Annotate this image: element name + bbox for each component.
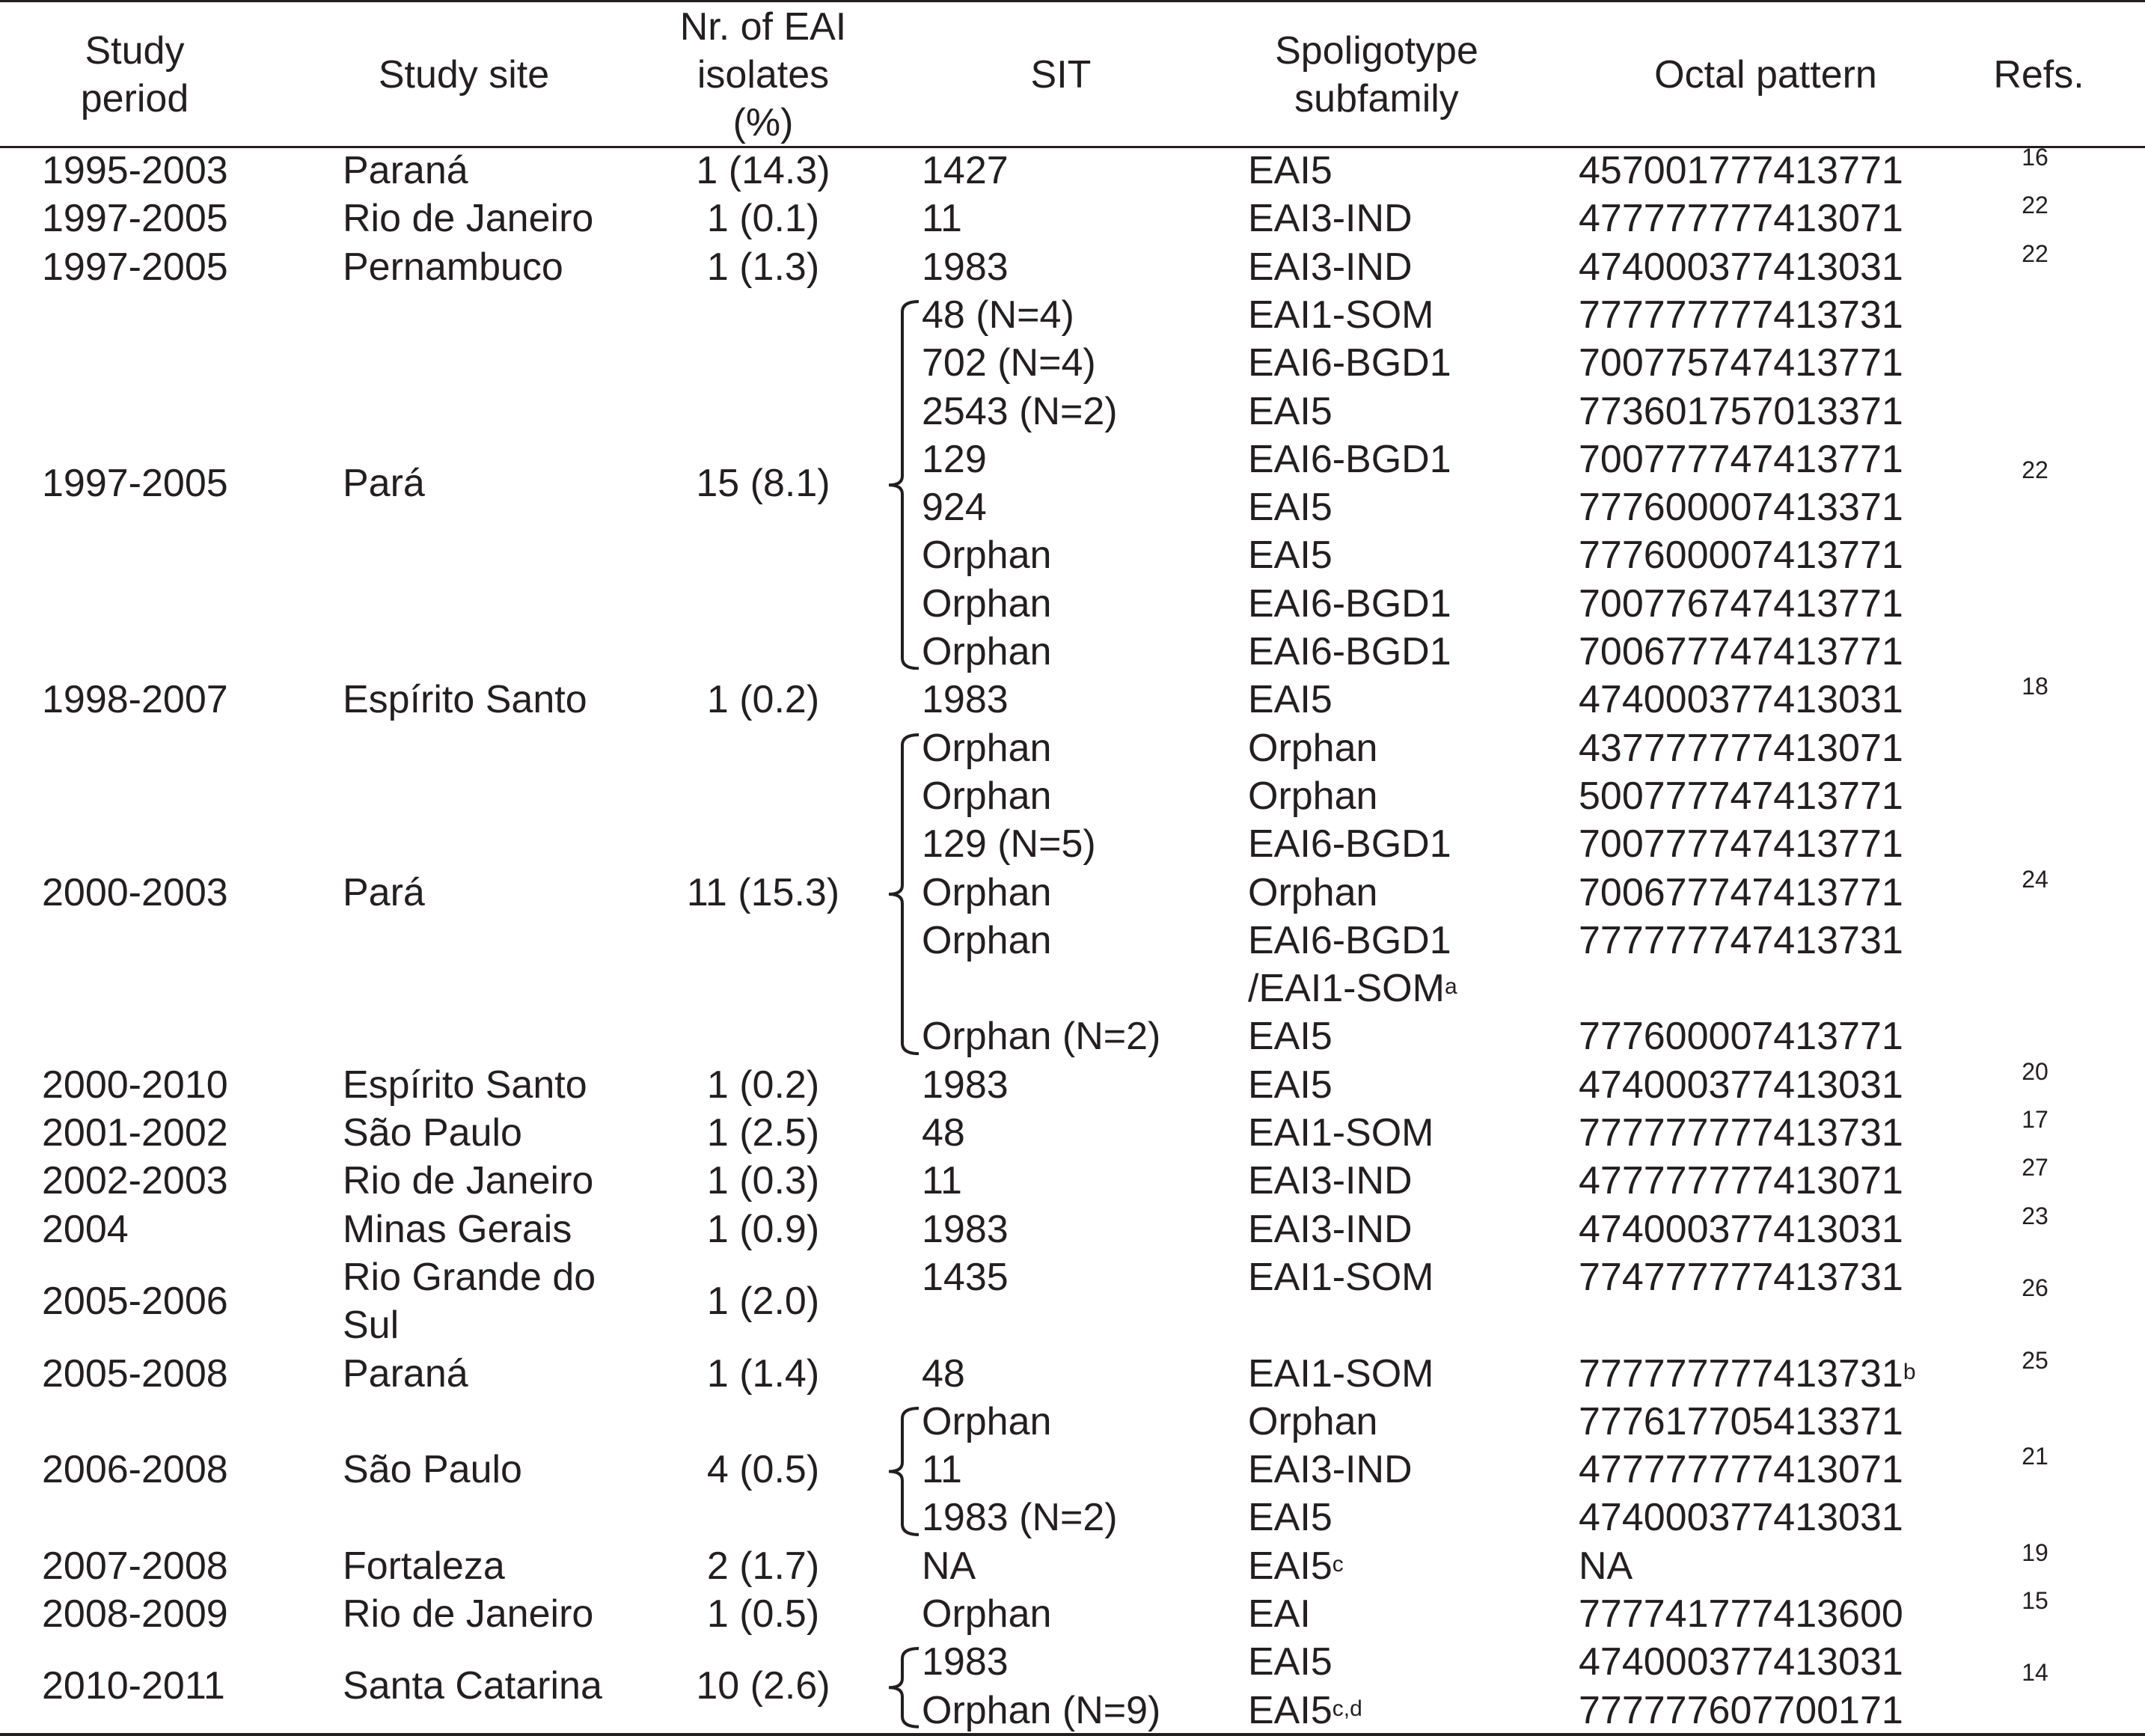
row-site: São Paulo <box>343 1448 522 1492</box>
entry-subfamily <box>1248 676 1332 724</box>
entry-sit: 48 <box>922 1351 965 1396</box>
entry-subfamily-text: EAI6-BGD1 <box>1248 918 1451 962</box>
entry-octal <box>1579 243 1903 291</box>
entry-subfamily-text: EAI <box>1248 1592 1311 1636</box>
entry-octal-text: 457001777413771 <box>1579 149 1903 192</box>
entry-subfamily <box>1248 339 1451 387</box>
entry-subfamily <box>1248 1494 1332 1541</box>
entry-sit: 11 <box>922 197 962 241</box>
entry-octal-text: 477777777413071 <box>1579 197 1903 241</box>
entry-subfamily <box>1248 820 1451 868</box>
entry-octal-text: 777777747413731 <box>1579 918 1903 962</box>
entry-octal-text: 474000377413031 <box>1579 1207 1903 1251</box>
entry-sit: Orphan <box>922 870 1052 914</box>
row-site: Fortaleza <box>343 1544 505 1588</box>
row-isolates: 10 (2.6) <box>696 1664 830 1708</box>
row-isolates: 1 (0.2) <box>706 678 820 722</box>
top-rule <box>0 0 2145 2</box>
entry-subfamily <box>1248 1542 1344 1590</box>
entry-sit: Orphan <box>922 630 1052 673</box>
entry-octal <box>1579 1350 1916 1398</box>
entry-octal <box>1579 339 1903 387</box>
header-isolates-line: isolates <box>697 53 830 97</box>
entry-octal-text: 500777747413771 <box>1579 774 1903 818</box>
row-ref: 16 <box>2022 144 2048 171</box>
entry-subfamily-text: EAI5 <box>1248 1544 1332 1588</box>
entry-sit: 1983 <box>922 678 1009 722</box>
row-isolates: 11 (15.3) <box>686 870 840 914</box>
row-isolates: 1 (14.3) <box>696 149 830 192</box>
entry-octal-text: 700776747413771 <box>1579 581 1903 626</box>
row-period: 1998-2007 <box>42 678 228 722</box>
entry-sit: 129 (N=5) <box>922 822 1096 867</box>
entry-subfamily-text: EAI1-SOM <box>1248 1351 1434 1396</box>
entry-subfamily-text: EAI1-SOM <box>1248 1255 1434 1299</box>
row-ref: 15 <box>2022 1587 2048 1614</box>
row-period: 2001-2002 <box>42 1111 228 1155</box>
row-site: Rio Grande do Sul <box>343 1255 596 1347</box>
row-period: 2010-2011 <box>42 1664 225 1708</box>
entry-octal-text: 474000377413031 <box>1579 245 1903 289</box>
row-ref: 25 <box>2022 1346 2048 1374</box>
entry-subfamily-text: EAI5 <box>1248 1015 1332 1059</box>
entry-octal <box>1579 676 1903 724</box>
row-ref: 27 <box>2022 1154 2048 1182</box>
row-period: 2007-2008 <box>42 1544 228 1588</box>
row-isolates: 1 (2.5) <box>706 1111 820 1155</box>
entry-subfamily-text: EAI3-IND <box>1248 1207 1413 1251</box>
entry-subfamily-text: Orphan <box>1248 726 1378 770</box>
entry-subfamily-text: EAI6-BGD1 <box>1248 822 1451 867</box>
row-isolates: 1 (0.3) <box>706 1159 820 1203</box>
entry-subfamily-text: EAI3-IND <box>1248 245 1413 289</box>
entry-subfamily <box>1248 772 1377 820</box>
entry-octal <box>1579 1446 1903 1494</box>
entry-octal <box>1579 1205 1903 1253</box>
row-ref: 17 <box>2022 1106 2048 1133</box>
row-site: Espírito Santo <box>343 678 587 722</box>
entry-octal-text: 474000377413031 <box>1579 1496 1903 1540</box>
entry-sit: 924 <box>922 486 987 530</box>
entry-sit: 1983 <box>922 245 1009 289</box>
row-ref: 23 <box>2022 1202 2048 1229</box>
header-sit <box>1031 51 1092 99</box>
row-site: Rio de Janeiro <box>343 1592 594 1636</box>
entry-octal-text: 777600007413771 <box>1579 534 1903 578</box>
row-site: Pará <box>343 461 425 505</box>
row-isolates: 15 (8.1) <box>696 461 830 505</box>
row-isolates: 1 (0.5) <box>706 1592 820 1636</box>
row-isolates: 1 (1.4) <box>706 1351 820 1396</box>
entry-sit: Orphan <box>922 726 1052 770</box>
entry-sit: 48 (N=4) <box>922 293 1074 337</box>
entry-octal <box>1579 1542 1633 1590</box>
entry-sit: Orphan <box>922 581 1052 626</box>
entry-octal-text: 437777777413071 <box>1579 726 1903 770</box>
entry-octal <box>1579 917 1903 965</box>
entry-octal-text: 774777777413731 <box>1579 1255 1903 1299</box>
row-period: 2000-2010 <box>42 1063 228 1107</box>
entry-sit: 129 <box>922 437 987 481</box>
entry-octal-text: 777741777413600 <box>1579 1592 1903 1636</box>
entry-sit: 702 (N=4) <box>922 341 1096 385</box>
entry-octal-text: 777777777413731 <box>1579 1111 1903 1155</box>
entry-octal-text: NA <box>1579 1544 1633 1588</box>
entry-subfamily-text: EAI1-SOM <box>1248 293 1434 337</box>
row-site: Espírito Santo <box>343 1063 587 1107</box>
entry-sit: 2543 (N=2) <box>922 389 1118 433</box>
entry-octal-text: 700777747413771 <box>1579 437 1903 481</box>
entry-subfamily-text: EAI5 <box>1248 1063 1332 1107</box>
entry-subfamily <box>1248 1398 1377 1446</box>
row-isolates: 1 (0.9) <box>706 1207 820 1251</box>
header-isolates-line: (%) <box>732 101 794 144</box>
entry-octal <box>1579 724 1903 772</box>
entry-sit: Orphan (N=2) <box>922 1015 1161 1059</box>
entry-subfamily <box>1248 1350 1434 1398</box>
entry-subfamily <box>1248 917 1451 965</box>
row-isolates: 1 (1.3) <box>706 245 820 289</box>
header-refs <box>1993 51 2084 99</box>
row-period: 2005-2008 <box>42 1351 228 1396</box>
entry-sit: 11 <box>922 1159 962 1203</box>
entry-octal-text: 700677747413771 <box>1579 630 1903 673</box>
header-subfamily <box>1275 27 1478 123</box>
entry-subfamily <box>1248 1687 1362 1735</box>
entry-subfamily <box>1248 388 1332 435</box>
entry-subfamily <box>1248 1446 1413 1494</box>
entry-subfamily-text: EAI5 <box>1248 486 1332 530</box>
row-period: 2000-2003 <box>42 870 228 914</box>
row-period: 2002-2003 <box>42 1159 228 1203</box>
entry-octal <box>1579 291 1903 339</box>
row-site: Rio de Janeiro <box>343 1159 594 1203</box>
row-ref: 21 <box>2022 1443 2048 1470</box>
entry-octal <box>1579 1590 1903 1638</box>
entry-subfamily <box>1248 1061 1332 1109</box>
entry-octal <box>1579 1398 1903 1446</box>
entry-sit: Orphan (N=9) <box>922 1688 1161 1732</box>
entry-subfamily <box>1248 1109 1434 1157</box>
row-ref: 22 <box>2022 456 2048 483</box>
entry-subfamily-text: Orphan <box>1248 870 1378 914</box>
entry-octal-text: 474000377413031 <box>1579 1640 1903 1684</box>
row-period: 2004 <box>42 1207 129 1251</box>
entry-subfamily-text: EAI5 <box>1248 1688 1332 1732</box>
row-period: 2008-2009 <box>42 1592 228 1636</box>
header-isolates-line: Nr. of EAI <box>679 5 847 49</box>
entry-octal <box>1579 388 1903 435</box>
entry-subfamily <box>1248 1590 1311 1638</box>
row-period: 1997-2005 <box>42 245 228 289</box>
header-sit-line: SIT <box>1030 53 1092 97</box>
row-ref: 14 <box>2022 1659 2048 1687</box>
entry-subfamily <box>1248 435 1451 483</box>
entry-subfamily-continued-text: /EAI1-SOM <box>1248 967 1445 1011</box>
entry-subfamily-text: Orphan <box>1248 774 1378 818</box>
entry-octal <box>1579 1253 1903 1301</box>
entry-octal-text: 777777607700171 <box>1579 1688 1903 1732</box>
entry-octal <box>1579 628 1903 676</box>
entry-octal <box>1579 820 1903 868</box>
footnote-mark: b <box>1903 1359 1916 1384</box>
row-ref: 22 <box>2022 239 2048 267</box>
entry-subfamily <box>1248 1638 1332 1686</box>
header-octal <box>1654 51 1877 99</box>
entry-subfamily-text: EAI6-BGD1 <box>1248 581 1451 626</box>
entry-subfamily <box>1248 243 1413 291</box>
header-refs-line: Refs. <box>1993 53 2084 97</box>
entry-octal-text: 773601757013371 <box>1579 389 1903 433</box>
entry-octal-text: 777777777413731 <box>1579 293 1903 337</box>
row-site: Paraná <box>343 1351 468 1396</box>
entry-sit: 1435 <box>922 1255 1009 1299</box>
row-period: 2005-2006 <box>42 1280 228 1324</box>
header-isolates <box>680 3 847 147</box>
entry-octal-text: 700677747413771 <box>1579 870 1903 914</box>
header-subfamily-line: Spoligotype <box>1275 29 1478 73</box>
entry-sit: Orphan <box>922 1592 1052 1636</box>
entry-sit: Orphan <box>922 918 1052 962</box>
entry-sit: 1983 (N=2) <box>922 1496 1118 1540</box>
row-ref: 18 <box>2022 673 2048 700</box>
entry-subfamily-text: EAI5 <box>1248 1640 1332 1684</box>
entry-subfamily <box>1248 580 1451 628</box>
entry-octal <box>1579 1109 1903 1157</box>
entry-octal <box>1579 1638 1903 1686</box>
entry-subfamily-text: EAI5 <box>1248 678 1332 722</box>
row-isolates: 2 (1.7) <box>706 1544 820 1588</box>
entry-subfamily <box>1248 1253 1434 1301</box>
entry-subfamily-text: EAI6-BGD1 <box>1248 437 1451 481</box>
row-ref: 24 <box>2022 865 2048 893</box>
row-isolates: 1 (2.0) <box>706 1280 820 1324</box>
row-site: Paraná <box>343 149 468 192</box>
header-site <box>379 51 549 99</box>
row-ref: 20 <box>2022 1057 2048 1085</box>
entry-subfamily <box>1248 291 1434 339</box>
group-brace <box>875 300 920 670</box>
entry-octal <box>1579 435 1903 483</box>
row-isolates: 4 (0.5) <box>706 1448 820 1492</box>
row-site: Pará <box>343 870 425 914</box>
entry-octal-text: 474000377413031 <box>1579 678 1903 722</box>
row-ref: 22 <box>2022 192 2048 219</box>
entry-octal <box>1579 772 1903 820</box>
entry-octal-text: 777600007413371 <box>1579 486 1903 530</box>
entry-subfamily-text: EAI3-IND <box>1248 197 1413 241</box>
entry-octal-text: 477777777413071 <box>1579 1159 1903 1203</box>
entry-octal-text: 700777747413771 <box>1579 822 1903 867</box>
entry-octal <box>1579 195 1903 242</box>
entry-subfamily <box>1248 628 1451 676</box>
header-period <box>81 27 189 123</box>
entry-subfamily-text: EAI5 <box>1248 389 1332 433</box>
row-period: 2006-2008 <box>42 1448 228 1492</box>
entry-octal-text: 700775747413771 <box>1579 341 1903 385</box>
entry-subfamily-text: EAI5 <box>1248 149 1332 192</box>
entry-sit: 1983 <box>922 1207 1009 1251</box>
row-isolates: 1 (0.2) <box>706 1063 820 1107</box>
entry-subfamily-text: Orphan <box>1248 1399 1378 1443</box>
entry-sit: 48 <box>922 1111 965 1155</box>
entry-subfamily-text: EAI3-IND <box>1248 1159 1413 1203</box>
entry-octal-text: 477777777413071 <box>1579 1448 1903 1492</box>
row-site: Pernambuco <box>343 245 563 289</box>
entry-subfamily-text: EAI5 <box>1248 1496 1332 1540</box>
entry-subfamily <box>1248 195 1413 242</box>
entry-octal <box>1579 531 1903 579</box>
entry-sit: 1983 <box>922 1640 1009 1684</box>
entry-octal-text: 777600007413771 <box>1579 1015 1903 1059</box>
entry-subfamily <box>1248 869 1377 917</box>
entry-subfamily <box>1248 1012 1332 1060</box>
row-period: 1995-2003 <box>42 149 228 192</box>
entry-octal-text: 474000377413031 <box>1579 1063 1903 1107</box>
entry-octal <box>1579 483 1903 531</box>
entry-sit: NA <box>922 1544 976 1588</box>
entry-subfamily-text: EAI3-IND <box>1248 1448 1413 1492</box>
header-subfamily-line: subfamily <box>1294 77 1459 120</box>
group-brace <box>875 1647 920 1729</box>
entry-sit: Orphan <box>922 774 1052 818</box>
entry-octal <box>1579 869 1903 917</box>
entry-subfamily-text: EAI6-BGD1 <box>1248 630 1451 673</box>
row-site: Minas Gerais <box>343 1207 572 1251</box>
entry-sit: Orphan <box>922 1399 1052 1443</box>
row-site: São Paulo <box>343 1111 522 1155</box>
header-site-line: Study site <box>378 53 550 97</box>
entry-octal <box>1579 1494 1903 1541</box>
row-site: Santa Catarina <box>343 1664 602 1708</box>
entry-octal <box>1579 1687 1903 1735</box>
footnote-mark: c,d <box>1332 1696 1362 1721</box>
entry-subfamily-text: EAI1-SOM <box>1248 1111 1434 1155</box>
entry-subfamily <box>1248 483 1332 531</box>
entry-octal-text: 777617705413371 <box>1579 1399 1903 1443</box>
entry-sit: Orphan <box>922 534 1052 578</box>
entry-sit: 1427 <box>922 149 1009 192</box>
entry-octal <box>1579 1157 1903 1205</box>
entry-octal <box>1579 1012 1903 1060</box>
header-octal-line: Octal pattern <box>1654 53 1877 97</box>
row-site: Rio de Janeiro <box>343 197 594 241</box>
entry-subfamily <box>1248 724 1377 772</box>
footnote-mark: a <box>1444 974 1457 1000</box>
row-period: 1997-2005 <box>42 461 228 505</box>
entry-octal <box>1579 580 1903 628</box>
entry-sit: 1983 <box>922 1063 1009 1107</box>
group-brace <box>875 1407 920 1536</box>
row-period: 1997-2005 <box>42 197 228 241</box>
entry-subfamily-text: EAI5 <box>1248 534 1332 578</box>
entry-octal <box>1579 1061 1903 1109</box>
row-isolates: 1 (0.1) <box>706 197 820 241</box>
group-brace <box>875 733 920 1055</box>
entry-octal <box>1579 147 1903 195</box>
entry-subfamily <box>1248 1157 1413 1205</box>
header-period-line: Study <box>85 29 185 73</box>
row-ref: 19 <box>2022 1538 2048 1566</box>
entry-octal-text: 777777777413731 <box>1579 1351 1903 1396</box>
entry-subfamily-continued <box>1248 965 1457 1012</box>
entry-subfamily <box>1248 531 1332 579</box>
entry-sit: 11 <box>922 1448 962 1492</box>
entry-subfamily-text: EAI6-BGD1 <box>1248 341 1451 385</box>
entry-subfamily <box>1248 147 1332 195</box>
row-ref: 26 <box>2022 1274 2048 1302</box>
footnote-mark: c <box>1332 1551 1344 1577</box>
header-period-line: period <box>80 77 189 120</box>
entry-subfamily <box>1248 1205 1413 1253</box>
